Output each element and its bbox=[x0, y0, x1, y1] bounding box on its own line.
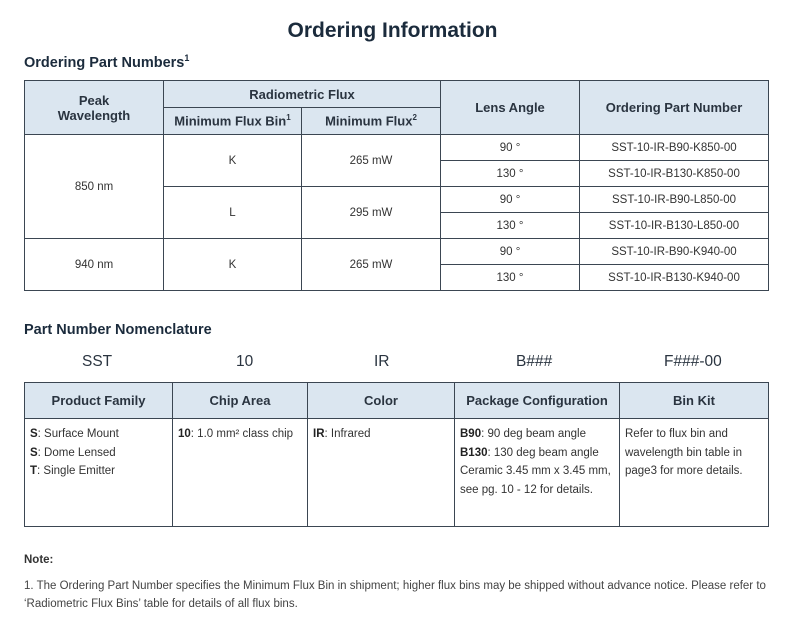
header-min-flux bbox=[302, 108, 441, 135]
color-text: : Infrared bbox=[324, 428, 371, 440]
cell-package-configuration bbox=[455, 419, 620, 527]
header-radiometric-flux: Radiometric Flux bbox=[164, 81, 441, 108]
cell-min-flux: 265 mW bbox=[302, 135, 441, 187]
nomenclature-section-title: Part Number Nomenclature bbox=[24, 322, 212, 338]
cell-chip-area bbox=[173, 419, 308, 527]
code-color: IR bbox=[374, 353, 390, 370]
ordering-section-title-sup: 1 bbox=[184, 53, 190, 63]
cell-color bbox=[308, 419, 455, 527]
cell-part-number: SST-10-IR-B90-K850-00 bbox=[580, 135, 769, 161]
cell-lens-angle: 130 ° bbox=[441, 213, 580, 239]
header-bin-kit: Bin Kit bbox=[620, 383, 769, 419]
cell-wavelength: 940 nm bbox=[25, 239, 164, 291]
list-item bbox=[460, 462, 614, 499]
header-lens-angle: Lens Angle bbox=[441, 81, 580, 135]
cell-product-family bbox=[25, 419, 173, 527]
cell-part-number: SST-10-IR-B130-K850-00 bbox=[580, 161, 769, 187]
chip-area-text: : 1.0 mm² class chip bbox=[190, 428, 294, 440]
header-min-flux-sup: 2 bbox=[412, 113, 417, 123]
ordering-section-title bbox=[24, 53, 189, 71]
cell-flux-bin: K bbox=[164, 135, 302, 187]
header-peak-line2: Wavelength bbox=[57, 107, 131, 123]
cell-part-number: SST-10-IR-B90-L850-00 bbox=[580, 187, 769, 213]
cell-part-number: SST-10-IR-B90-K940-00 bbox=[580, 239, 769, 265]
product-family-text: : Single Emitter bbox=[37, 465, 116, 477]
header-peak-wavelength bbox=[25, 81, 164, 135]
chip-area-key: 10 bbox=[178, 428, 191, 440]
header-min-flux-bin-text: Minimum Flux Bin bbox=[174, 113, 287, 129]
product-family-text: : Surface Mount bbox=[37, 428, 119, 440]
nomenclature-table bbox=[24, 382, 769, 527]
product-family-key: T bbox=[30, 465, 38, 477]
code-bin-kit: F###-00 bbox=[664, 353, 722, 370]
header-min-flux-bin-sup: 1 bbox=[286, 113, 291, 123]
code-package: B### bbox=[516, 353, 553, 370]
nomenclature-codes bbox=[24, 353, 768, 373]
package-text: : 90 deg beam angle bbox=[481, 428, 586, 440]
code-product-family: SST bbox=[82, 353, 113, 370]
cell-bin-kit: Refer to flux bin and wavelength bin table in page3 for more details. bbox=[620, 419, 769, 527]
cell-min-flux: 265 mW bbox=[302, 239, 441, 291]
cell-flux-bin: L bbox=[164, 187, 302, 239]
cell-wavelength: 850 nm bbox=[25, 135, 164, 239]
list-item bbox=[460, 425, 614, 444]
product-family-key: S bbox=[30, 428, 38, 440]
list-item bbox=[30, 462, 167, 481]
note-title: Note: bbox=[24, 554, 54, 566]
header-min-flux-text: Minimum Flux bbox=[325, 113, 413, 129]
cell-min-flux: 295 mW bbox=[302, 187, 441, 239]
header-part-number: Ordering Part Number bbox=[580, 81, 769, 135]
cell-lens-angle: 130 ° bbox=[441, 265, 580, 291]
code-chip-area: 10 bbox=[236, 353, 254, 370]
page-title: Ordering Information bbox=[287, 19, 498, 42]
header-product-family: Product Family bbox=[25, 383, 173, 419]
header-package-configuration: Package Configuration bbox=[455, 383, 620, 419]
cell-lens-angle: 90 ° bbox=[441, 239, 580, 265]
ordering-section-title-text: Ordering Part Numbers bbox=[24, 54, 185, 71]
color-key: IR bbox=[313, 428, 325, 440]
note-text: The Ordering Part Number specifies the Minimum Flux Bin in shipment; higher flux bins may be shipped without advance notice. Please refer to ‘Radiometric Flux Bins’ table for details of all flux bins. bbox=[24, 580, 766, 610]
cell-flux-bin: K bbox=[164, 239, 302, 291]
header-peak-line1: Peak bbox=[78, 92, 110, 108]
header-chip-area: Chip Area bbox=[173, 383, 308, 419]
cell-part-number: SST-10-IR-B130-L850-00 bbox=[580, 213, 769, 239]
header-min-flux-bin bbox=[164, 108, 302, 135]
product-family-text: : Dome Lensed bbox=[37, 446, 116, 459]
table-row bbox=[25, 239, 769, 265]
package-text: : 130 deg beam angle bbox=[487, 446, 599, 459]
list-item bbox=[460, 444, 614, 463]
cell-lens-angle: 90 ° bbox=[441, 187, 580, 213]
cell-part-number: SST-10-IR-B130-K940-00 bbox=[580, 265, 769, 291]
note-number: 1. bbox=[24, 580, 34, 592]
package-key: B90 bbox=[460, 428, 482, 440]
product-family-key: S bbox=[30, 446, 38, 459]
package-key: B130 bbox=[460, 446, 488, 459]
table-row bbox=[25, 135, 769, 161]
package-text: Ceramic 3.45 mm x 3.45 mm, see pg. 10 - 12 for details. bbox=[460, 465, 611, 496]
cell-lens-angle: 90 ° bbox=[441, 135, 580, 161]
ordering-part-numbers-table bbox=[24, 80, 769, 291]
list-item bbox=[30, 425, 167, 444]
cell-lens-angle: 130 ° bbox=[441, 161, 580, 187]
header-color: Color bbox=[308, 383, 455, 419]
note-item bbox=[24, 577, 768, 613]
list-item bbox=[30, 444, 167, 463]
